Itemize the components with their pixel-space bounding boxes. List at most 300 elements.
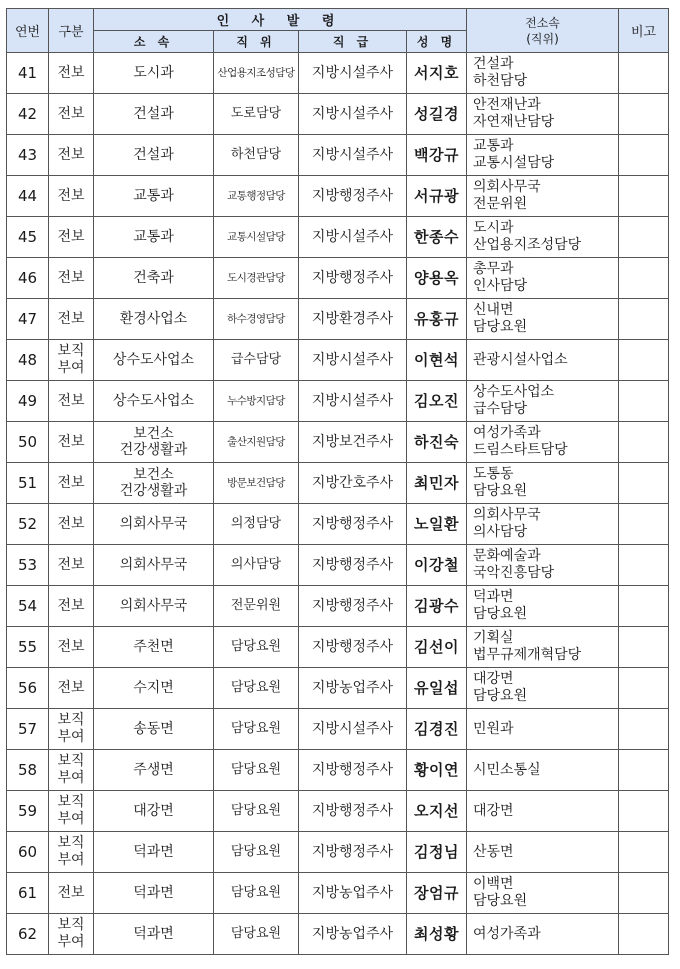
row-dept-line: 주생면 bbox=[133, 762, 174, 778]
row-previous-dept-line: 문화예술과 bbox=[473, 548, 541, 564]
row-type bbox=[49, 94, 94, 135]
table-row bbox=[7, 422, 669, 463]
row-type-line: 부여 bbox=[57, 811, 85, 827]
row-type bbox=[49, 463, 94, 504]
row-dept bbox=[94, 463, 214, 504]
row-type-line: 부여 bbox=[57, 934, 85, 950]
row-remark bbox=[619, 668, 669, 709]
row-type bbox=[49, 53, 94, 94]
row-number: 46 bbox=[7, 258, 49, 299]
row-number: 41 bbox=[7, 53, 49, 94]
row-previous-dept-line: 여성가족과 bbox=[473, 925, 541, 942]
row-name: 최성황 bbox=[407, 914, 467, 955]
row-type-line: 부여 bbox=[57, 360, 85, 376]
table-row bbox=[7, 217, 669, 258]
row-name: 오지선 bbox=[407, 791, 467, 832]
row-position: 하천담당 bbox=[214, 135, 299, 176]
table-row bbox=[7, 463, 669, 504]
row-remark bbox=[619, 176, 669, 217]
row-previous-dept-line: 담당요원 bbox=[473, 483, 528, 499]
row-previous-dept bbox=[467, 135, 619, 176]
row-previous-dept bbox=[467, 627, 619, 668]
row-remark bbox=[619, 914, 669, 955]
row-previous-dept bbox=[467, 340, 619, 381]
row-dept-line: 건설과 bbox=[133, 106, 174, 122]
row-previous-dept bbox=[467, 422, 619, 463]
row-position: 담당요원 bbox=[214, 668, 299, 709]
row-type bbox=[49, 340, 94, 381]
table-row bbox=[7, 176, 669, 217]
row-grade: 지방행정주사 bbox=[299, 627, 407, 668]
row-number: 50 bbox=[7, 422, 49, 463]
row-previous-dept bbox=[467, 791, 619, 832]
table-row bbox=[7, 832, 669, 873]
row-type bbox=[49, 709, 94, 750]
row-previous-dept-line: 담당요원 bbox=[473, 893, 528, 909]
row-type-line: 전보 bbox=[57, 310, 85, 327]
row-previous-dept-line: 안전재난과 bbox=[473, 97, 541, 113]
row-dept bbox=[94, 545, 214, 586]
row-dept bbox=[94, 422, 214, 463]
row-dept-line: 의회사무국 bbox=[119, 516, 188, 532]
row-previous-dept-line: 상수도사업소 bbox=[473, 384, 555, 400]
row-type-line: 전보 bbox=[57, 269, 85, 286]
row-previous-dept-line: 교통시설담당 bbox=[473, 155, 555, 171]
row-position: 교통행정담당 bbox=[214, 176, 299, 217]
row-name: 김광수 bbox=[407, 586, 467, 627]
row-position: 도시경관담당 bbox=[214, 258, 299, 299]
row-previous-dept bbox=[467, 258, 619, 299]
header-remark: 비고 bbox=[619, 9, 669, 53]
row-number: 53 bbox=[7, 545, 49, 586]
row-dept bbox=[94, 504, 214, 545]
row-grade: 지방농업주사 bbox=[299, 873, 407, 914]
row-type bbox=[49, 627, 94, 668]
row-dept bbox=[94, 135, 214, 176]
row-name: 황이연 bbox=[407, 750, 467, 791]
row-previous-dept-line: 인사담당 bbox=[473, 278, 528, 294]
row-name: 이강철 bbox=[407, 545, 467, 586]
row-name: 양용옥 bbox=[407, 258, 467, 299]
row-remark bbox=[619, 381, 669, 422]
row-position: 하수경영담당 bbox=[214, 299, 299, 340]
row-position: 담당요원 bbox=[214, 832, 299, 873]
row-remark bbox=[619, 94, 669, 135]
row-remark bbox=[619, 791, 669, 832]
table-row bbox=[7, 258, 669, 299]
row-dept bbox=[94, 176, 214, 217]
row-type-line: 부여 bbox=[57, 729, 85, 745]
row-type-line: 보직 bbox=[57, 835, 85, 851]
row-dept bbox=[94, 340, 214, 381]
row-dept-line: 상수도사업소 bbox=[112, 352, 195, 368]
row-dept bbox=[94, 381, 214, 422]
row-dept bbox=[94, 258, 214, 299]
row-position: 출산지원담당 bbox=[214, 422, 299, 463]
row-remark bbox=[619, 709, 669, 750]
row-position: 담당요원 bbox=[214, 791, 299, 832]
row-remark bbox=[619, 832, 669, 873]
header-grade: 직 급 bbox=[299, 31, 407, 53]
row-number: 52 bbox=[7, 504, 49, 545]
table-row bbox=[7, 299, 669, 340]
row-type-line: 전보 bbox=[57, 556, 85, 573]
header-position: 직 위 bbox=[214, 31, 299, 53]
table-row bbox=[7, 791, 669, 832]
row-type-line: 전보 bbox=[57, 228, 85, 245]
row-previous-dept bbox=[467, 914, 619, 955]
table-row bbox=[7, 504, 669, 545]
row-type bbox=[49, 258, 94, 299]
row-dept bbox=[94, 709, 214, 750]
row-grade: 지방환경주사 bbox=[299, 299, 407, 340]
row-name: 이현석 bbox=[407, 340, 467, 381]
row-dept bbox=[94, 914, 214, 955]
row-name: 백강규 bbox=[407, 135, 467, 176]
row-previous-dept-line: 국악진흥담당 bbox=[473, 565, 555, 581]
row-type bbox=[49, 914, 94, 955]
row-previous-dept bbox=[467, 586, 619, 627]
row-name: 장엄규 bbox=[407, 873, 467, 914]
row-dept-line: 주천면 bbox=[133, 639, 174, 655]
row-grade: 지방시설주사 bbox=[299, 53, 407, 94]
row-previous-dept bbox=[467, 873, 619, 914]
row-dept-line: 의회사무국 bbox=[119, 598, 188, 614]
row-grade: 지방농업주사 bbox=[299, 914, 407, 955]
row-remark bbox=[619, 422, 669, 463]
row-previous-dept-line: 도통동 bbox=[473, 466, 514, 482]
row-grade: 지방시설주사 bbox=[299, 217, 407, 258]
row-type-line: 보직 bbox=[57, 917, 85, 933]
row-number: 62 bbox=[7, 914, 49, 955]
row-position: 도로담당 bbox=[214, 94, 299, 135]
table-row bbox=[7, 914, 669, 955]
row-previous-dept-line: 덕과면 bbox=[473, 589, 514, 605]
row-type bbox=[49, 176, 94, 217]
row-name: 김정님 bbox=[407, 832, 467, 873]
row-number: 43 bbox=[7, 135, 49, 176]
row-position: 담당요원 bbox=[214, 914, 299, 955]
row-remark bbox=[619, 463, 669, 504]
row-number: 44 bbox=[7, 176, 49, 217]
row-position: 담당요원 bbox=[214, 709, 299, 750]
row-previous-dept-line: 대강면 bbox=[473, 802, 514, 819]
row-name: 한종수 bbox=[407, 217, 467, 258]
row-dept-line: 보건소 bbox=[133, 426, 174, 442]
row-type-line: 전보 bbox=[57, 392, 85, 409]
row-dept-line: 수지면 bbox=[133, 680, 174, 696]
row-name: 김오진 bbox=[407, 381, 467, 422]
row-dept bbox=[94, 299, 214, 340]
row-previous-dept-line: 법무규제개혁담당 bbox=[473, 647, 582, 663]
header-appointment-group: 인 사 발 령 bbox=[94, 9, 467, 31]
row-type bbox=[49, 217, 94, 258]
header-type: 구분 bbox=[49, 9, 94, 53]
row-number: 45 bbox=[7, 217, 49, 258]
row-previous-dept-line: 전문위원 bbox=[473, 196, 528, 212]
row-name: 하진숙 bbox=[407, 422, 467, 463]
row-dept-line: 건축과 bbox=[133, 270, 174, 286]
row-previous-dept-line: 의사담당 bbox=[473, 524, 528, 540]
table-row bbox=[7, 135, 669, 176]
row-grade: 지방시설주사 bbox=[299, 340, 407, 381]
row-dept bbox=[94, 832, 214, 873]
row-previous-dept bbox=[467, 53, 619, 94]
row-grade: 지방행정주사 bbox=[299, 832, 407, 873]
row-previous-dept-line: 대강면 bbox=[473, 671, 514, 687]
row-name: 김선이 bbox=[407, 627, 467, 668]
row-type bbox=[49, 545, 94, 586]
row-type bbox=[49, 873, 94, 914]
row-previous-dept-line: 민원과 bbox=[473, 720, 514, 737]
row-previous-dept bbox=[467, 750, 619, 791]
row-previous-dept-line: 의회사무국 bbox=[473, 179, 541, 195]
row-previous-dept bbox=[467, 94, 619, 135]
row-remark bbox=[619, 627, 669, 668]
table-row bbox=[7, 545, 669, 586]
row-previous-dept-line: 건설과 bbox=[473, 56, 514, 72]
row-grade: 지방행정주사 bbox=[299, 545, 407, 586]
row-type bbox=[49, 381, 94, 422]
row-grade: 지방시설주사 bbox=[299, 709, 407, 750]
row-dept bbox=[94, 873, 214, 914]
row-remark bbox=[619, 135, 669, 176]
row-previous-dept bbox=[467, 299, 619, 340]
row-remark bbox=[619, 873, 669, 914]
row-grade: 지방간호주사 bbox=[299, 463, 407, 504]
row-number: 48 bbox=[7, 340, 49, 381]
row-dept-line: 덕과면 bbox=[133, 844, 174, 860]
row-type-line: 전보 bbox=[57, 884, 85, 901]
row-dept bbox=[94, 750, 214, 791]
row-previous-dept bbox=[467, 832, 619, 873]
row-type-line: 부여 bbox=[57, 852, 85, 868]
row-dept-line: 도시과 bbox=[133, 65, 174, 81]
row-position: 의사담당 bbox=[214, 545, 299, 586]
row-number: 47 bbox=[7, 299, 49, 340]
row-name: 서규광 bbox=[407, 176, 467, 217]
row-previous-dept-line: 담당요원 bbox=[473, 688, 528, 704]
row-previous-dept-line: 교통과 bbox=[473, 138, 514, 154]
table-row bbox=[7, 750, 669, 791]
row-type-line: 부여 bbox=[57, 770, 85, 786]
row-previous-dept bbox=[467, 668, 619, 709]
row-type-line: 전보 bbox=[57, 597, 85, 614]
table-body bbox=[7, 53, 669, 955]
row-remark bbox=[619, 750, 669, 791]
row-previous-dept bbox=[467, 709, 619, 750]
row-position: 급수담당 bbox=[214, 340, 299, 381]
table-row bbox=[7, 53, 669, 94]
row-grade: 지방행정주사 bbox=[299, 791, 407, 832]
row-grade: 지방농업주사 bbox=[299, 668, 407, 709]
row-previous-dept bbox=[467, 545, 619, 586]
row-type-line: 전보 bbox=[57, 515, 85, 532]
row-dept bbox=[94, 94, 214, 135]
row-name: 유홍규 bbox=[407, 299, 467, 340]
row-position: 담당요원 bbox=[214, 627, 299, 668]
row-number: 54 bbox=[7, 586, 49, 627]
row-dept-line: 교통과 bbox=[133, 188, 174, 204]
row-number: 61 bbox=[7, 873, 49, 914]
row-previous-dept bbox=[467, 463, 619, 504]
row-position: 교통시설담당 bbox=[214, 217, 299, 258]
row-remark bbox=[619, 258, 669, 299]
row-type-line: 전보 bbox=[57, 679, 85, 696]
row-type bbox=[49, 586, 94, 627]
row-number: 58 bbox=[7, 750, 49, 791]
row-previous-dept-line: 총무과 bbox=[473, 261, 514, 277]
row-dept-line: 덕과면 bbox=[133, 885, 174, 901]
row-type-line: 보직 bbox=[57, 753, 85, 769]
row-grade: 지방보건주사 bbox=[299, 422, 407, 463]
row-previous-dept-line: 관광시설사업소 bbox=[473, 351, 568, 368]
table-row bbox=[7, 381, 669, 422]
row-grade: 지방행정주사 bbox=[299, 176, 407, 217]
row-previous-dept-line: 자연재난담당 bbox=[473, 114, 555, 130]
table-row bbox=[7, 873, 669, 914]
row-type bbox=[49, 299, 94, 340]
row-previous-dept-line: 시민소통실 bbox=[473, 761, 541, 778]
table-row bbox=[7, 627, 669, 668]
row-dept bbox=[94, 627, 214, 668]
row-grade: 지방행정주사 bbox=[299, 586, 407, 627]
row-type-line: 전보 bbox=[57, 64, 85, 81]
row-number: 57 bbox=[7, 709, 49, 750]
row-dept bbox=[94, 791, 214, 832]
row-previous-dept-line: 도시과 bbox=[473, 220, 514, 236]
row-previous-dept bbox=[467, 504, 619, 545]
row-previous-dept-line: 기획실 bbox=[473, 630, 514, 646]
row-grade: 지방시설주사 bbox=[299, 94, 407, 135]
row-previous-dept-line: 담당요원 bbox=[473, 606, 528, 622]
row-type bbox=[49, 668, 94, 709]
row-remark bbox=[619, 217, 669, 258]
header-previous-dept-line2: (직위) bbox=[526, 31, 559, 46]
row-dept-line: 환경사업소 bbox=[119, 311, 188, 327]
row-dept-line: 건설과 bbox=[133, 147, 174, 163]
header-previous-dept-line1: 전소속 bbox=[525, 15, 560, 30]
row-previous-dept-line: 급수담당 bbox=[473, 401, 528, 417]
row-name: 김경진 bbox=[407, 709, 467, 750]
row-type bbox=[49, 504, 94, 545]
row-dept-line: 건강생활과 bbox=[119, 483, 188, 499]
personnel-table bbox=[6, 8, 669, 955]
row-dept bbox=[94, 586, 214, 627]
row-type-line: 전보 bbox=[57, 146, 85, 163]
row-grade: 지방행정주사 bbox=[299, 258, 407, 299]
row-grade: 지방행정주사 bbox=[299, 504, 407, 545]
row-type-line: 전보 bbox=[57, 105, 85, 122]
row-name: 유일섭 bbox=[407, 668, 467, 709]
row-number: 60 bbox=[7, 832, 49, 873]
row-position: 누수방지담당 bbox=[214, 381, 299, 422]
row-type-line: 보직 bbox=[57, 794, 85, 810]
row-name: 최민자 bbox=[407, 463, 467, 504]
row-number: 49 bbox=[7, 381, 49, 422]
row-previous-dept bbox=[467, 176, 619, 217]
row-type-line: 전보 bbox=[57, 433, 85, 450]
row-number: 51 bbox=[7, 463, 49, 504]
table-row bbox=[7, 586, 669, 627]
header-name: 성 명 bbox=[407, 31, 467, 53]
row-dept-line: 덕과면 bbox=[133, 926, 174, 942]
row-name: 성길경 bbox=[407, 94, 467, 135]
row-previous-dept-line: 산동면 bbox=[473, 843, 514, 860]
row-number: 55 bbox=[7, 627, 49, 668]
row-previous-dept bbox=[467, 381, 619, 422]
row-position: 산업용지조성담당 bbox=[214, 53, 299, 94]
row-position: 의정담당 bbox=[214, 504, 299, 545]
row-previous-dept-line: 여성가족과 bbox=[473, 425, 541, 441]
header-previous-dept bbox=[467, 9, 619, 53]
row-previous-dept-line: 이백면 bbox=[473, 876, 514, 892]
row-dept-line: 건강생활과 bbox=[119, 442, 188, 458]
row-previous-dept-line: 신내면 bbox=[473, 302, 514, 318]
row-grade: 지방행정주사 bbox=[299, 750, 407, 791]
row-type-line: 보직 bbox=[57, 343, 85, 359]
row-position: 방문보건담당 bbox=[214, 463, 299, 504]
row-dept-line: 송동면 bbox=[133, 721, 174, 737]
row-dept bbox=[94, 217, 214, 258]
row-type-line: 전보 bbox=[57, 187, 85, 204]
row-dept-line: 보건소 bbox=[133, 467, 174, 483]
row-number: 56 bbox=[7, 668, 49, 709]
row-dept-line: 상수도사업소 bbox=[112, 393, 195, 409]
row-remark bbox=[619, 545, 669, 586]
table-row bbox=[7, 340, 669, 381]
header-dept: 소 속 bbox=[94, 31, 214, 53]
row-previous-dept bbox=[467, 217, 619, 258]
row-type-line: 보직 bbox=[57, 712, 85, 728]
row-type-line: 전보 bbox=[57, 638, 85, 655]
row-position: 전문위원 bbox=[214, 586, 299, 627]
row-name: 노일환 bbox=[407, 504, 467, 545]
row-number: 42 bbox=[7, 94, 49, 135]
row-dept bbox=[94, 668, 214, 709]
row-position: 담당요원 bbox=[214, 750, 299, 791]
row-type bbox=[49, 422, 94, 463]
row-previous-dept-line: 담당요원 bbox=[473, 319, 528, 335]
row-previous-dept-line: 드림스타트담당 bbox=[473, 442, 568, 458]
row-dept bbox=[94, 53, 214, 94]
row-type bbox=[49, 750, 94, 791]
row-previous-dept-line: 하천담당 bbox=[473, 73, 528, 89]
row-type bbox=[49, 832, 94, 873]
row-grade: 지방시설주사 bbox=[299, 135, 407, 176]
row-dept-line: 의회사무국 bbox=[119, 557, 188, 573]
row-remark bbox=[619, 53, 669, 94]
table-row bbox=[7, 94, 669, 135]
row-remark bbox=[619, 504, 669, 545]
row-previous-dept-line: 산업용지조성담당 bbox=[473, 237, 582, 253]
header-no: 연번 bbox=[7, 9, 49, 53]
row-name: 서지호 bbox=[407, 53, 467, 94]
row-number: 59 bbox=[7, 791, 49, 832]
row-type bbox=[49, 135, 94, 176]
row-remark bbox=[619, 340, 669, 381]
row-remark bbox=[619, 586, 669, 627]
row-dept-line: 대강면 bbox=[133, 803, 174, 819]
row-remark bbox=[619, 299, 669, 340]
row-grade: 지방시설주사 bbox=[299, 381, 407, 422]
row-type-line: 전보 bbox=[57, 474, 85, 491]
table-header bbox=[7, 9, 669, 53]
table-row bbox=[7, 668, 669, 709]
table-row bbox=[7, 709, 669, 750]
row-type bbox=[49, 791, 94, 832]
row-dept-line: 교통과 bbox=[133, 229, 174, 245]
